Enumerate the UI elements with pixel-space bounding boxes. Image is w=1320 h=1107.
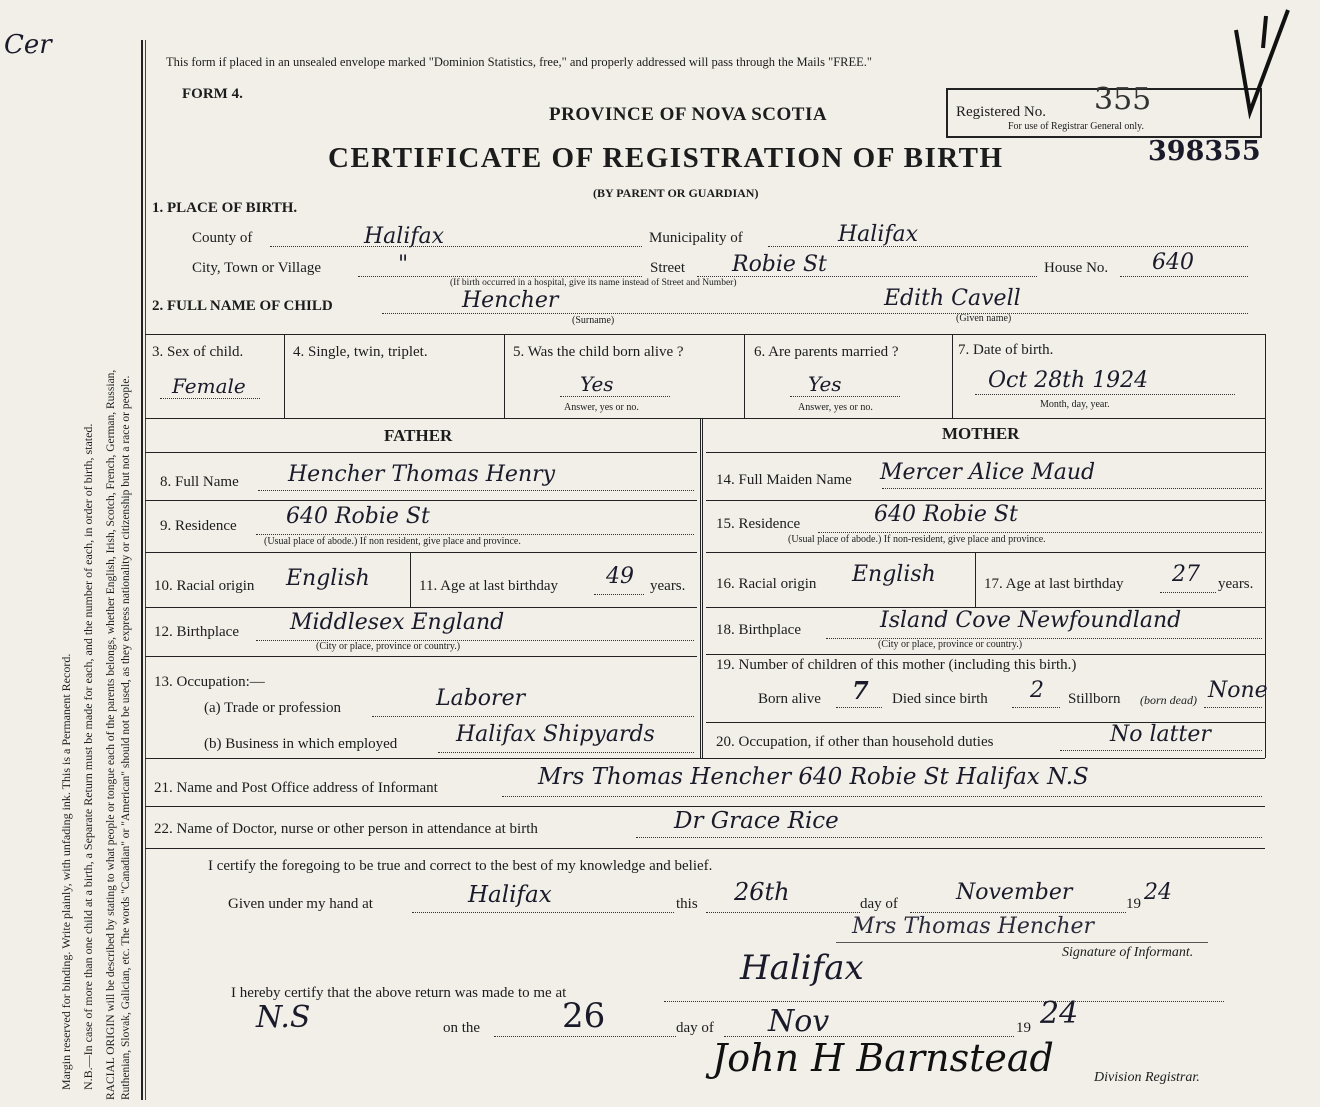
stillborn-label: Stillborn [1068,691,1121,707]
registrar-month: Nov [768,1004,830,1039]
row18-line [706,654,1265,655]
day-of-label: day of [860,896,898,912]
father-racial-label: 10. Racial origin [154,578,255,594]
died-value: 2 [1030,678,1044,703]
occupation-label: 13. Occupation:— [154,674,265,690]
married-label: 6. Are parents married ? [754,344,899,360]
father-birthplace-value: Middlesex England [290,610,505,635]
father-racial-value: English [286,566,370,591]
center-divider [700,418,703,758]
month-value: November [956,880,1073,905]
row15-line [706,552,1265,553]
house-label: House No. [1044,260,1109,276]
row21-line [145,806,1265,807]
alive-line [560,396,670,397]
col-div-4 [952,334,953,418]
mother-years: years. [1218,576,1254,592]
mother-occupation-line [1060,750,1262,751]
born-alive-value: 7 [852,676,869,705]
mother-occupation-label: 20. Occupation, if other than household duties [716,734,994,750]
year-suffix: 24 [1144,880,1172,905]
dob-note: Month, day, year. [1040,399,1110,410]
trade-label: (a) Trade or profession [204,700,342,716]
registered-number: 355 [1094,82,1152,117]
form-number: FORM 4. [182,86,243,102]
page-title: CERTIFICATE OF REGISTRATION OF BIRTH [328,142,1004,174]
file-number: 398355 [1148,136,1261,167]
margin-line-3: RACIAL ORIGIN will be described by stating to what people or tongue each of the parents belongs, whether English, Irish, Scotch, French, German, Russian, [105,369,117,1100]
right-border-top [1265,334,1266,418]
alive-label: 5. Was the child born alive ? [513,344,684,360]
business-label: (b) Business in which employed [204,736,398,752]
registrar-note: For use of Registrar General only. [1008,121,1144,132]
born-alive-label: Born alive [758,691,821,707]
father-age-divider [410,552,411,608]
mother-age-divider [975,552,976,608]
died-line [1012,707,1060,708]
given-note: (Given name) [956,313,1012,324]
day-value: 26th [734,878,790,906]
mother-name-value: Mercer Alice Maud [880,460,1096,485]
mother-name-line [882,488,1262,489]
child-name-line [382,313,1248,314]
municipality-value: Halifax [838,222,919,247]
registrar-signature: John H Barnstead [712,1036,1054,1080]
street-value: Robie St [732,252,827,277]
married-value: Yes [808,372,842,396]
informant-value: Mrs Thomas Hencher 640 Robie St Halifax N.S [538,764,1089,790]
father-residence-note: (Usual place of abode.) If non resident, give place and province. [264,536,521,547]
father-age-value: 49 [606,564,634,589]
doctor-label: 22. Name of Doctor, nurse or other person in attendance at birth [154,821,538,837]
dob-line [975,394,1235,395]
registrar-place: Halifax [740,948,864,988]
given-place-line [412,912,674,913]
given-under-label: Given under my hand at [228,896,373,912]
father-residence-value: 640 Robie St [286,504,430,529]
trade-line [372,716,694,717]
mother-head-line [706,452,1265,453]
sex-label: 3. Sex of child. [152,344,244,360]
row-top-line [145,334,1265,335]
mother-age-line [1160,592,1216,593]
mother-birthplace-note: (City or place, province or country.) [878,639,1023,650]
registrar-year-prefix: 19 [1016,1020,1031,1036]
informant-signature-caption: Signature of Informant. [1062,945,1194,960]
informant-signature-line [836,942,1208,943]
sex-value: Female [172,374,246,398]
municipality-label: Municipality of [649,230,743,246]
margin-line-4: Ruthenian, Slovak, Galician, etc. The words "Canadian" or "American" should not be used, as they express nationality or citizenship but not a race or people. [120,375,132,1100]
col-div-1 [284,334,285,418]
left-border-inner [145,40,146,1100]
informant-line [502,796,1262,797]
father-head-line [145,452,697,453]
row12-line [145,656,697,657]
city-value: " [398,252,409,277]
mail-notice: This form if placed in an unsealed envelope marked "Dominion Statistics, free," and properly addressed will pass through the Mails "FREE." [166,55,873,69]
business-line [438,752,694,753]
registrar-day-of-label: day of [676,1020,714,1036]
alive-value: Yes [580,372,614,396]
married-line [790,396,900,397]
dob-value: Oct 28th 1924 [988,368,1149,393]
row-bottom-line [145,418,1265,419]
child-given-name: Edith Cavell [884,286,1021,311]
margin-line-2: N.B.—In case of more than one child at a birth, a Separate Return must be made for each, and the number of each, in order of birth, stated. [81,423,95,1090]
row10-line [145,607,697,608]
registrar-statement: I hereby certify that the above return was made to me at [231,985,567,1001]
died-label: Died since birth [892,691,988,707]
father-heading: FATHER [384,426,453,445]
col-div-2 [504,334,505,418]
on-the-label: on the [443,1020,481,1036]
father-residence-line [256,534,694,535]
row22-line [145,848,1265,849]
mother-racial-value: English [852,562,936,587]
father-residence-label: 9. Residence [160,518,237,534]
business-value: Halifax Shipyards [456,722,655,747]
province-title: PROVINCE OF NOVA SCOTIA [549,104,828,125]
mother-racial-label: 16. Racial origin [716,576,817,592]
registrar-day: 26 [562,996,606,1036]
place-of-birth-heading: 1. PLACE OF BIRTH. [152,200,298,216]
row8-line [145,500,697,501]
corner-note: Cer [4,30,52,60]
certify-statement: I certify the foregoing to be true and correct to the best of my knowledge and belief. [208,858,713,874]
city-label: City, Town or Village [192,260,322,276]
this-label: this [676,896,698,912]
county-label: County of [192,230,253,246]
month-line [910,912,1126,913]
born-alive-line [836,707,882,708]
father-years: years. [650,578,686,594]
mother-occupation-value: No latter [1110,722,1211,747]
father-age-line [594,594,644,595]
children-count-label: 19. Number of children of this mother (including this birth.) [716,657,1077,673]
day-line [706,912,860,913]
registrar-place-2: N.S [256,1000,311,1035]
married-note: Answer, yes or no. [798,402,873,413]
mother-birthplace-value: Island Cove Newfoundland [880,608,1182,633]
check-mark-icon [1228,0,1288,120]
registrar-day-line [494,1036,676,1037]
trade-value: Laborer [436,686,526,711]
stillborn-line [1204,707,1262,708]
sex-line [160,398,260,399]
doctor-value: Dr Grace Rice [674,808,839,834]
right-border-mid [1265,418,1266,758]
mother-age-value: 27 [1172,562,1200,587]
mother-birthplace-label: 18. Birthplace [716,622,801,638]
registrar-year-suffix: 24 [1040,996,1079,1031]
mother-name-label: 14. Full Maiden Name [716,472,852,488]
row14-line [706,500,1265,501]
registrar-place-line [664,1001,1224,1002]
mother-residence-note: (Usual place of abode.) If non-resident, give place and province. [788,534,1046,545]
registered-label: Registered No. [956,104,1046,120]
mother-heading: MOTHER [942,424,1020,443]
father-name-value: Hencher Thomas Henry [288,462,556,487]
doctor-line [636,837,1262,838]
row9-line [145,552,697,553]
section-bottom-line [145,758,1265,759]
mother-residence-value: 640 Robie St [874,502,1018,527]
father-birthplace-label: 12. Birthplace [154,624,239,640]
registrar-caption: Division Registrar. [1094,1070,1200,1085]
col-div-3 [744,334,745,418]
mother-residence-line [818,532,1262,533]
informant-signature: Mrs Thomas Hencher [852,914,1095,939]
dob-label: 7. Date of birth. [958,342,1054,358]
mother-residence-label: 15. Residence [716,516,801,532]
county-line [270,246,642,247]
alive-note: Answer, yes or no. [564,402,639,413]
mother-age-label: 17. Age at last birthday [984,576,1124,592]
house-line [1120,276,1248,277]
child-surname: Hencher [462,288,559,313]
stillborn-note: (born dead) [1140,693,1197,707]
surname-note: (Surname) [572,315,615,326]
child-name-label: 2. FULL NAME OF CHILD [152,298,333,314]
house-value: 640 [1152,250,1194,275]
street-label: Street [650,260,685,276]
father-age-label: 11. Age at last birthday [419,578,558,594]
margin-line-1: Margin reserved for binding. Write plainly, with unfading ink. This is a Permanent Record. [59,653,73,1090]
father-name-label: 8. Full Name [160,474,239,490]
hospital-note: (If birth occurred in a hospital, give its name instead of Street and Number) [450,278,737,288]
page-subtitle: (BY PARENT OR GUARDIAN) [593,186,759,200]
single-label: 4. Single, twin, triplet. [293,344,428,360]
stillborn-value: None [1208,678,1268,703]
informant-label: 21. Name and Post Office address of Informant [154,780,438,796]
father-name-line [258,490,694,491]
father-birthplace-note: (City or place, province or country.) [316,641,461,652]
county-value: Halifax [364,224,445,249]
year-prefix: 19 [1126,896,1141,912]
left-border [141,40,143,1100]
given-place-value: Halifax [468,882,552,908]
